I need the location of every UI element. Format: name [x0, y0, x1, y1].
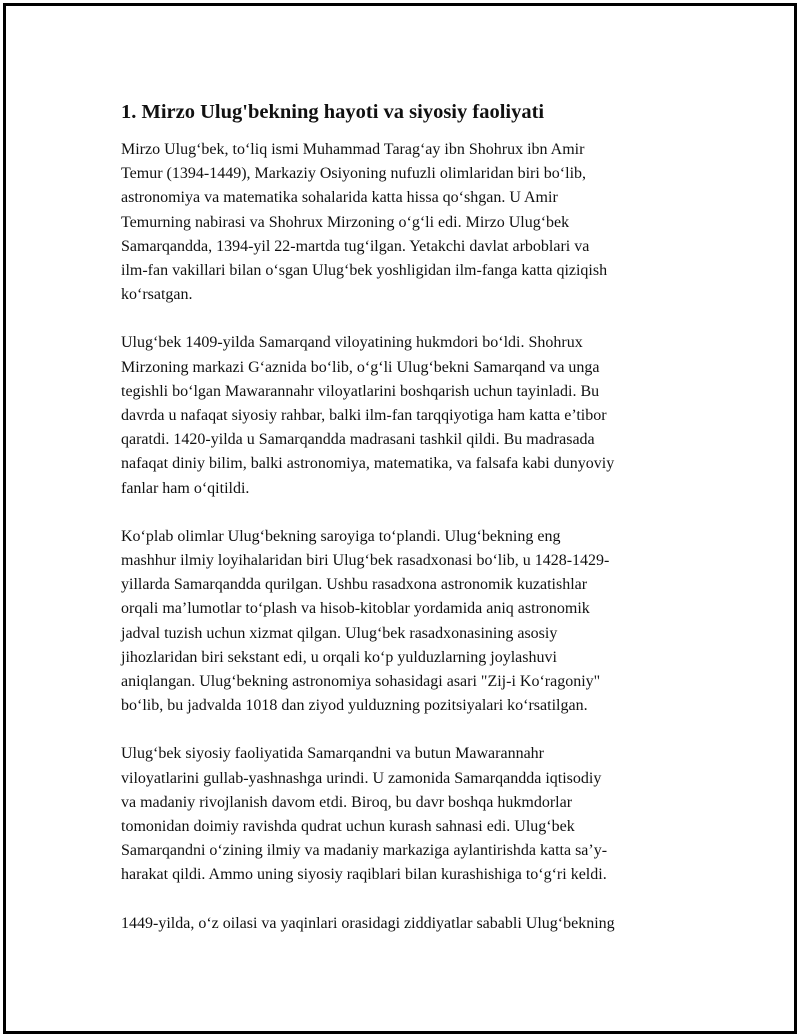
paragraph-3: [121, 525, 701, 719]
text-line: ilm-fan vakillari bilan o‘sgan Ulug‘bek yoshligidan ilm-fanga katta qiziqish: [121, 262, 608, 280]
text-line: aniqlangan. Ulug‘bekning astronomiya sohasidagi asari "Zij-i Ko‘ragoniy": [121, 673, 601, 691]
text-line: Samarqandni o‘zining ilmiy va madaniy markaziga aylantirishda katta sa’y-: [121, 842, 608, 860]
text-line: Temur (1394-1449), Markaziy Osiyoning nufuzli olimlaridan biri bo‘lib,: [121, 165, 587, 183]
text-line: nafaqat diniy bilim, balki astronomiya, matematika, va falsafa kabi dunyoviy: [121, 455, 615, 473]
text-line: mashhur ilmiy loyihalaridan biri Ulug‘bek rasadxonasi bo‘lib, u 1428-1429-: [121, 552, 610, 570]
text-line: Mirzo Ulug‘bek, to‘liq ismi Muhammad Tarag‘ay ibn Shohrux ibn Amir: [121, 141, 585, 158]
text-line: viloyatlarini gullab-yashnashga urindi. U zamonida Samarqandda iqtisodiy: [121, 769, 602, 787]
text-line: jadval tuzish uchun xizmat qilgan. Ulug‘bek rasadxonasining asosiy: [121, 624, 558, 642]
text-line: Ulug‘bek 1409-yilda Samarqand viloyatining hukmdori bo‘ldi. Shohrux: [121, 334, 583, 352]
text-line: tegishli bo‘lgan Mawarannahr viloyatlarini boshqarish uchun tayinladi. Bu: [121, 382, 600, 400]
text-line: va madaniy rivojlanish davom etdi. Biroq, bu davr boshqa hukmdorlar: [121, 793, 573, 811]
text-line: bo‘lib, bu jadvalda 1018 dan ziyod yulduzning pozitsiyalari ko‘rsatilgan.: [121, 697, 588, 715]
text-line: Ulug‘bek siyosiy faoliyatida Samarqandni va butun Mawarannahr: [121, 745, 544, 763]
text-line: orqali ma’lumotlar to‘plash va hisob-kitoblar yordamida aniq astronomik: [121, 600, 590, 618]
section-heading: 1. Mirzo Ulug'bekning hayoti va siyosiy faoliyati: [121, 101, 545, 123]
document-body: [121, 98, 701, 960]
text-line: jihozlaridan biri sekstant edi, u orqali ko‘p yulduzlarning joylashuvi: [121, 648, 557, 666]
text-line: Ko‘plab olimlar Ulug‘bekning saroyiga to‘plandi. Ulug‘bekning eng: [121, 527, 561, 545]
text-line: tomonidan doimiy ravishda qudrat uchun kurash sahnasi edi. Ulug‘bek: [121, 818, 575, 836]
text-line: ko‘rsatgan.: [121, 286, 193, 304]
text-line: Samarqandda, 1394-yil 22-martda tug‘ilgan. Yetakchi davlat arboblari va: [121, 237, 590, 255]
text-line: Temurning nabirasi va Shohrux Mirzoning o‘g‘li edi. Mirzo Ulug‘bek: [121, 213, 570, 231]
paragraph-4: [121, 742, 701, 887]
text-line: fanlar ham o‘qitildi.: [121, 479, 250, 497]
text-line: astronomiya va matematika sohalarida katta hissa qo‘shgan. U Amir: [121, 189, 558, 207]
paragraph-2: [121, 331, 701, 500]
paragraph-5: [121, 912, 701, 936]
text-line: 1449-yilda, o‘z oilasi va yaqinlari orasidagi ziddiyatlar sababli Ulug‘bekning: [121, 914, 615, 932]
text-line: harakat qildi. Ammo uning siyosiy raqiblari bilan kurashishiga to‘g‘ri keldi.: [121, 866, 607, 884]
text-line: yillarda Samarqandda qurilgan. Ushbu rasadxona astronomik kuzatishlar: [121, 576, 588, 594]
document-page: [3, 3, 797, 1034]
text-line: qaratdi. 1420-yilda u Samarqandda madrasani tashkil qildi. Bu madrasada: [121, 431, 595, 449]
text-line: Mirzoning markazi G‘aznida bo‘lib, o‘g‘li Ulug‘bekni Samarqand va unga: [121, 358, 600, 376]
paragraph-1: [121, 138, 701, 307]
text-line: davrda u nafaqat siyosiy rahbar, balki ilm-fan tarqqiyotiga ham katta e’tibor: [121, 407, 607, 425]
